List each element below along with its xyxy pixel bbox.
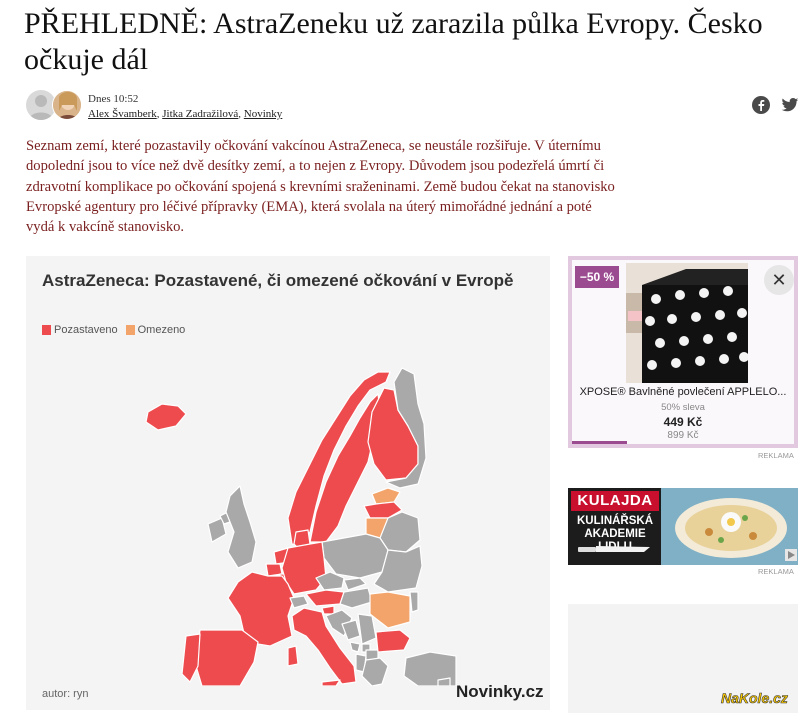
banner-subline-2: AKADEMIE	[584, 528, 646, 540]
country-greece	[362, 658, 388, 686]
country-hungary	[340, 588, 372, 608]
country-iceland	[146, 404, 186, 430]
author-avatar	[52, 90, 82, 120]
author-link[interactable]: Alex Švamberk	[88, 108, 157, 120]
country-slovenia	[322, 606, 334, 614]
novinky-logo: Novinky.cz	[456, 682, 544, 701]
ad-progress-bar	[572, 441, 627, 444]
product-image	[626, 263, 748, 383]
map-legend	[42, 324, 193, 336]
country-poland	[322, 534, 388, 578]
product-name[interactable]: XPOSE® Bavlněné povlečení APPLELO...	[579, 386, 787, 398]
ad-label: REKLAMA	[758, 567, 794, 576]
lidl-banner-ad[interactable]	[568, 488, 798, 565]
country-montenegro	[350, 642, 360, 652]
country-portugal	[182, 634, 200, 682]
discount-badge: −50 %	[575, 266, 619, 288]
adchoices-icon[interactable]	[785, 549, 797, 561]
country-romania	[370, 592, 410, 628]
country-austria	[306, 590, 344, 606]
author-link[interactable]: Novinky	[243, 108, 283, 120]
map-title: AstraZeneca: Pozastavené, či omezené očkování v Evropě	[42, 271, 514, 290]
legend-swatch-restricted	[126, 325, 135, 335]
country-bosnia	[342, 620, 360, 640]
country-slovakia	[344, 578, 366, 590]
article-date: Dnes 10:52	[88, 93, 139, 105]
map-author: autor: ryn	[42, 688, 89, 700]
author-list: Alex Švamberk, Jitka Zadražilová, Novinky	[88, 108, 283, 120]
country-sicily	[322, 680, 340, 686]
product-sale: 50% sleva	[661, 402, 705, 413]
close-icon[interactable]: ✕	[764, 265, 794, 295]
facebook-icon[interactable]	[752, 96, 770, 114]
country-moldova	[410, 592, 418, 612]
legend-label-restricted: Omezeno	[137, 324, 186, 336]
twitter-icon[interactable]	[781, 96, 799, 114]
europe-map-infographic	[26, 256, 550, 710]
country-bulgaria	[376, 630, 410, 652]
country-cyprus	[438, 678, 450, 686]
legend-swatch-suspended	[42, 325, 51, 335]
banner-headline: KULAJDA	[571, 491, 659, 511]
country-great-britain	[226, 486, 256, 568]
knife-icon	[578, 544, 650, 554]
country-estonia	[372, 488, 400, 504]
article-title: PŘEHLEDNĚ: AstraZeneku už zarazila půlka Evropy. Česko očkuje dál	[24, 7, 763, 76]
product-price: 449 Kč	[663, 415, 703, 429]
product-ad[interactable]	[568, 256, 798, 448]
banner-subline-1: KULINÁŘSKÁ	[576, 515, 654, 527]
legend-item-suspended	[42, 324, 118, 336]
legend-label-suspended: Pozastaveno	[54, 324, 118, 336]
ad-label: REKLAMA	[758, 451, 794, 460]
country-switzerland	[290, 596, 308, 608]
country-serbia	[358, 614, 376, 644]
country-spain	[196, 630, 258, 686]
author-link[interactable]: Jitka Zadražilová	[162, 108, 239, 120]
country-sardinia	[288, 646, 298, 666]
article-perex: Seznam zemí, které pozastavily očkování vakcínou AstraZeneca, se neustále rozšiřuje. V úternímu dopolední jsou to více než dvě desítky zemí, a to nejen z Evropy. Důvodem jsou podezřelá úmrtí či zdravotní komplikace po očkování spojená s krevními sraženinami. Země budou čekat na stanovisko Evropské agentury pro léčivé přípravky (EMA), která svolala na úterý mimořádné jednání a poté vydá k vakcíně stanovisko.	[26, 138, 615, 236]
banner-food-image	[661, 488, 798, 565]
europe-map	[26, 346, 550, 686]
watermark-logo: NaKole.cz	[721, 690, 788, 706]
product-old-price: 899 Kč	[667, 430, 699, 441]
legend-item-restricted	[126, 324, 186, 336]
